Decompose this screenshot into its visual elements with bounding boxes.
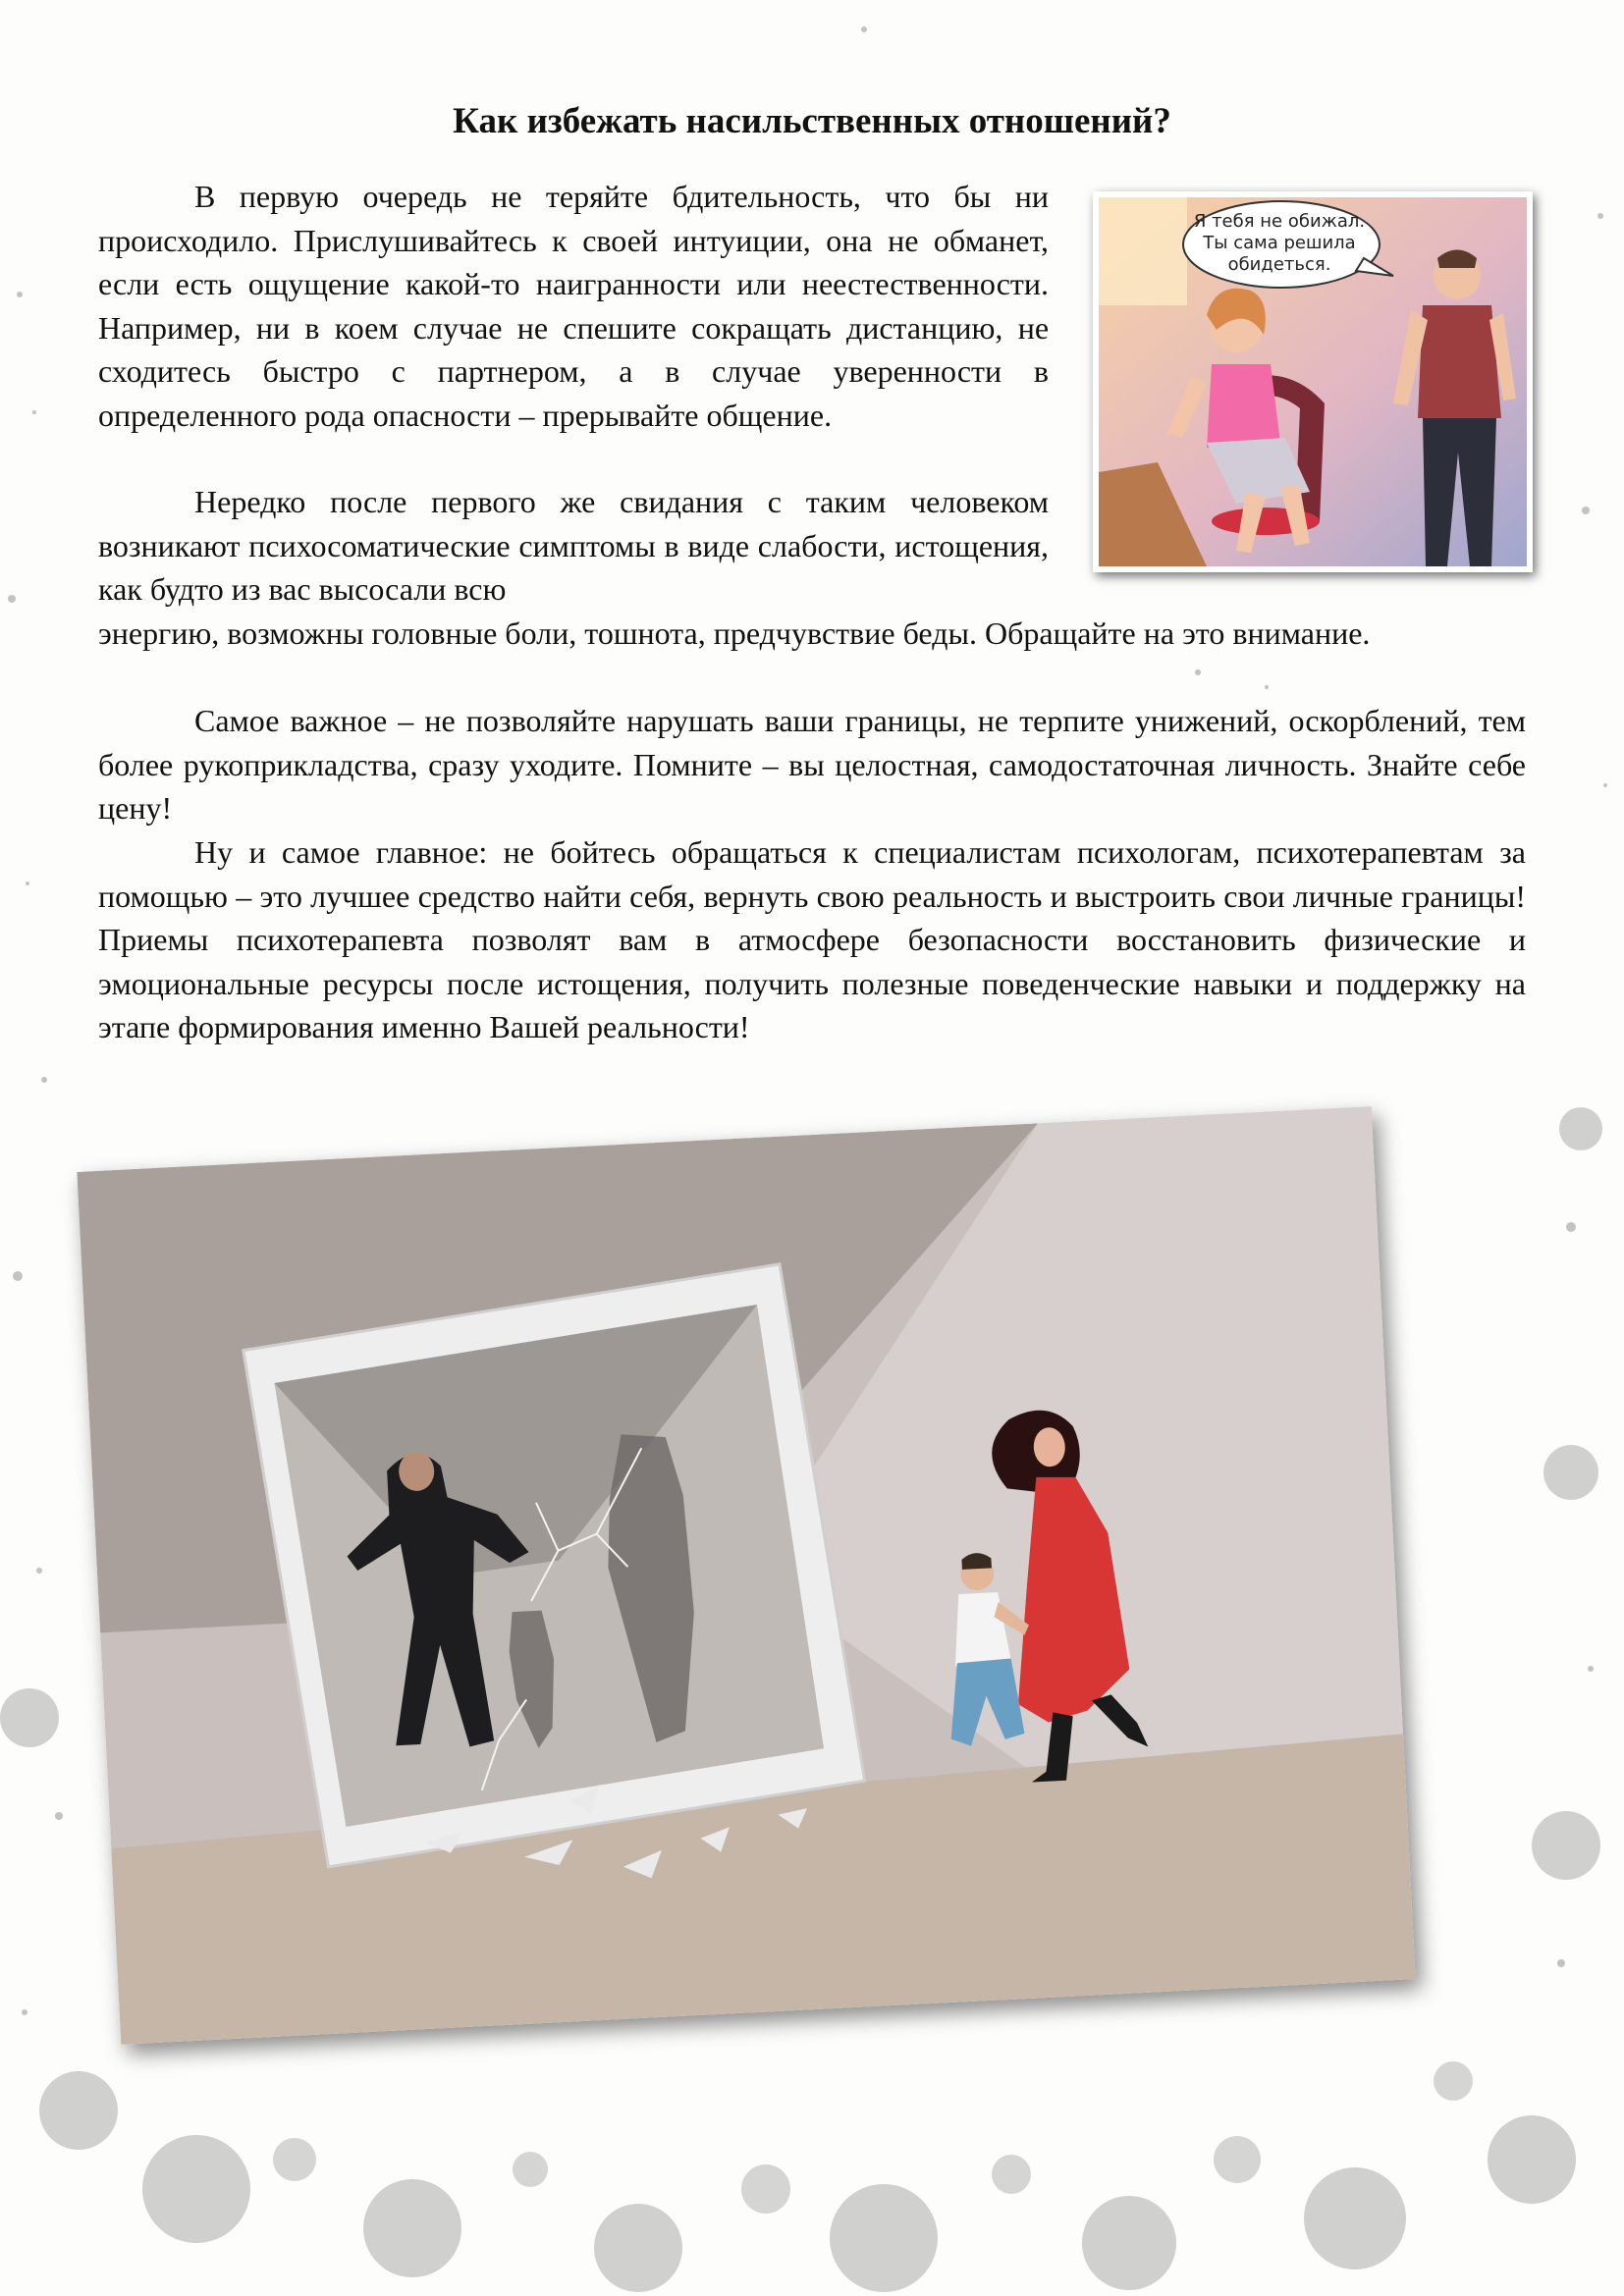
speech-line: обидеться.: [1227, 254, 1331, 275]
text-line: опасности – прерывайте общение.: [372, 397, 833, 433]
text-line: Нередко после первого же свидания с таким: [194, 484, 887, 519]
paragraph-3: Самое важное – не позволяйте нарушать ваши границы, не терпите унижений, оскорблений, тем более рукоприкладства, сразу уходите. Помните – вы целостная, самодостаточная личность. Знайте себе цену!: [98, 703, 1526, 826]
text-line: или неестественности. Например, ни в коем случае не: [98, 266, 1050, 346]
speech-line: Ты сама решила: [1203, 233, 1356, 253]
speech-line: Я тебя не обижал.: [1193, 211, 1366, 232]
text-line: партнером, а в случае уверенности в определенного рода: [98, 353, 1050, 433]
paragraph-2-continuation: энергию, возможны головные боли, тошнота, предчувствие беды. Обращайте на это внимание.: [98, 615, 1371, 651]
comic-illustration: [1093, 191, 1533, 572]
text-line: человеком возникают психосоматические симптомы в: [98, 484, 1050, 563]
text-line: не обманет, если есть ощущение какой-то наигранности: [98, 222, 1050, 301]
text-line: В первую очередь не теряйте бдительность, что бы: [194, 179, 992, 214]
mirror-scene: [77, 1106, 1415, 2045]
speech-bubble-text: [1186, 211, 1373, 276]
paragraph-4: Ну и самое главное: не бойтесь обращаться к специалистам психологам, психотерапевтам за помощью – это лучшее средство найти себя, вернуть свою реальность и выстроить свои личные границы! Приемы психотерапевта позволят вам в атмосфере безопасности восстановить физические и эмоциональные ресурсы после истощения, получить полезные поведенческие навыки и поддержку на этапе формирования именно Вашей реальности!: [98, 834, 1526, 1044]
text-line: виде слабости, истощения, как будто из вас высосали всю: [98, 527, 1050, 607]
mirror-illustration: [77, 1106, 1415, 2045]
paragraph-2-start: [98, 480, 1049, 612]
text-line: спешите сокращать дистанцию, не сходитесь быстро с: [98, 309, 1050, 389]
text-line: ни происходило. Прислушивайтесь к своей интуиции, она: [98, 179, 1050, 258]
page-title: Как избежать насильственных отношений?: [453, 101, 1171, 141]
paragraph-1: [98, 175, 1049, 437]
